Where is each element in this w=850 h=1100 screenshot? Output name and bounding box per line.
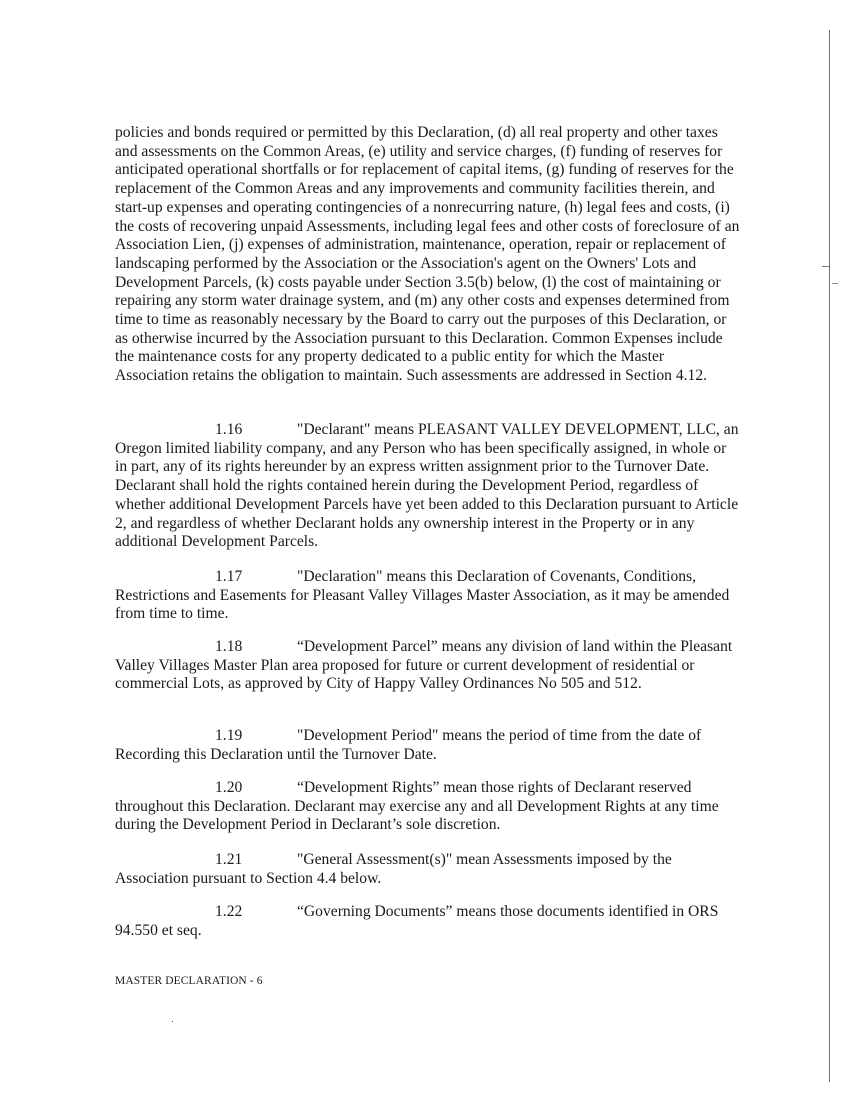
intro-paragraph: policies and bonds required or permitted by this Declaration, (d) all real property and other taxes and assessments on the Common Areas, (e) utility and service charges, (f) funding of reserves for anticipated operational shortfalls or for replacement of capital items, (g) funding of reserves for the replacement of the Common Areas and any improvements and community facilities therein, and start-up expenses and operating contingencies of a nonrecurring nature, (h) legal fees and costs, (i) the costs of recovering unpaid Assessments, including legal fees and other costs of foreclosure of an Association Lien, (j) expenses of administration, maintenance, operation, repair or replacement of landscaping performed by the Association or the Association's agent on the Owners' Lots and Development Parcels, (k) costs payable under Section 3.5(b) below, (l) the cost of maintaining or repairing any storm water drainage system, and (m) any other costs and expenses determined from time to time as reasonably necessary by the Board to carry out the purposes of this Declaration, or as otherwise incurred by the Association pursuant to this Declaration. Common Expenses include the maintenance costs for any property dedicated to a public entity for which the Master Association retains the obligation to maintain. Such assessments are addressed in Section 4.12. <box>115 124 740 385</box>
section-text: "General Assessment(s)" mean Assessments imposed by the Association pursuant to Section 4.4 below. <box>115 851 672 887</box>
section-text: “Development Parcel” means any division of land within the Pleasant Valley Villages Master Plan area proposed for future or current development of residential or commercial Lots, as approved by City of Happy Valley Ordinances No 505 and 512. <box>115 638 733 693</box>
section-number: 1.20 <box>215 779 243 796</box>
section-text: "Declarant" means PLEASANT VALLEY DEVELOPMENT, LLC, an Oregon limited liability company, and any Person who has been specifically assigned, in whole or in part, any of its rights hereunder by an express written assignment prior to the Turnover Date. Declarant shall hold the rights contained herein during the Development Period, regardless of whether additional Development Parcels have yet been added to this Declaration pursuant to Article 2, and regardless of whether Declarant holds any ownership interest in the Property or in any additional Development Parcels. <box>115 421 739 551</box>
section-number: 1.18 <box>215 638 243 655</box>
section-paragraph <box>115 638 740 694</box>
scan-speck <box>172 1021 173 1022</box>
section-paragraph <box>115 779 740 835</box>
section-text: "Declaration" means this Declaration of Covenants, Conditions, Restrictions and Easements for Pleasant Valley Villages Master Association, as it may be amended from time to time. <box>115 568 730 623</box>
scan-edge-rule <box>829 30 830 1082</box>
section-paragraph <box>115 851 740 888</box>
section-paragraph <box>115 727 740 764</box>
section-number: 1.21 <box>215 851 243 868</box>
section-number: 1.16 <box>215 421 243 438</box>
section-paragraph <box>115 903 740 940</box>
section-number: 1.17 <box>215 568 243 585</box>
section-text: “Governing Documents” means those documents identified in ORS 94.550 et seq. <box>115 903 719 939</box>
section-paragraph <box>115 568 740 624</box>
section-text: "Development Period" means the period of time from the date of Recording this Declaration until the Turnover Date. <box>115 727 702 763</box>
scan-edge-mark <box>822 266 829 267</box>
page-footer: MASTER DECLARATION - 6 <box>115 975 263 987</box>
scan-edge-mark <box>832 283 838 284</box>
section-text: “Development Rights” mean those rights of Declarant reserved throughout this Declaration. Declarant may exercise any and all Development Rights at any time during the Development Period in Declarant’s sole discretion. <box>115 779 719 834</box>
section-paragraph <box>115 421 740 552</box>
section-number: 1.22 <box>215 903 243 920</box>
section-number: 1.19 <box>215 727 243 744</box>
